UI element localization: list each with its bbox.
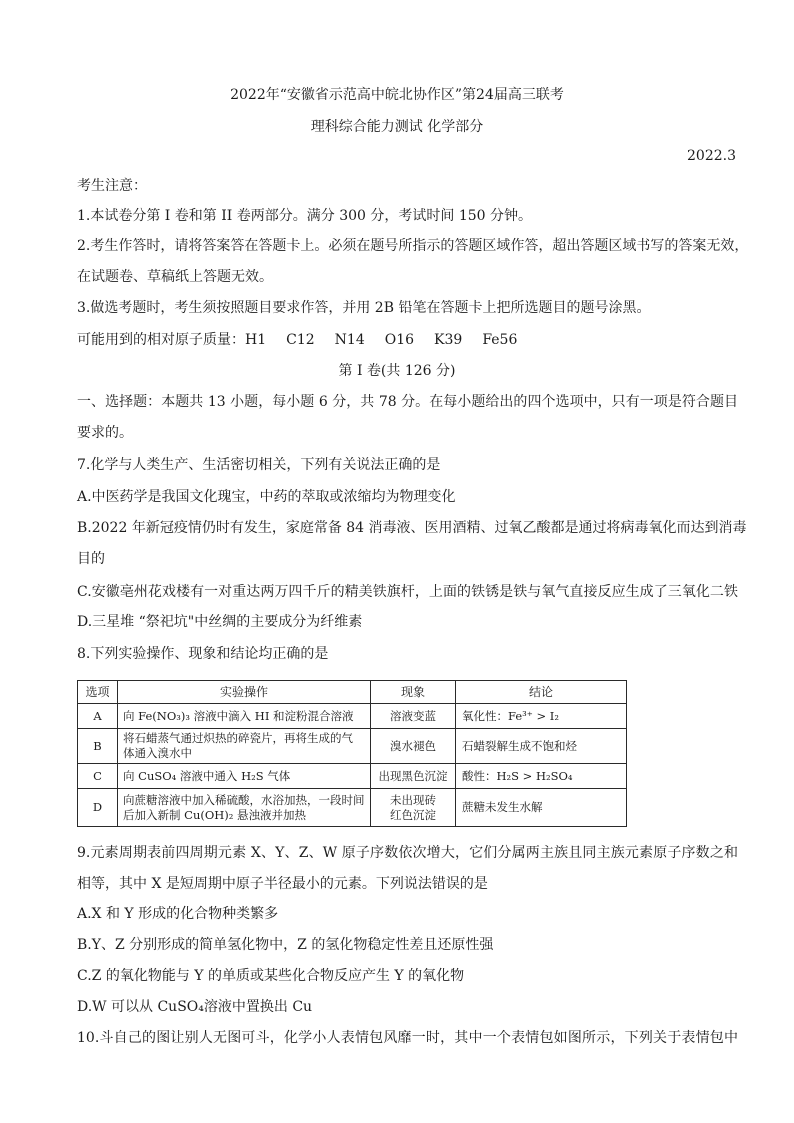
atomic-masses (77, 330, 517, 350)
table-cell-phenomenon (371, 789, 456, 827)
table-cell-operation (118, 729, 371, 764)
q8-stem: 8.下列实验操作、现象和结论均正确的是 (77, 646, 329, 662)
q10-stem: 10.斗自己的图让别人无图可斗，化学小人表情包风靡一时，其中一个表情包如图所示，下列关于表情包中 (77, 1030, 738, 1046)
q9-stem-line-1: 9.元素周期表前四周期元素 X、Y、Z、W 原子序数依次增大，它们分属两主族且同主族元素原子序数之和 (77, 845, 738, 861)
cell-line: 向 CuSO₄ 溶液中通入 H₂S 气体 (123, 768, 291, 783)
notice-item-2-line-1: 2.考生作答时，请将答案答在答题卡上。必须在题号所指示的答题区域作答，超出答题区域书写的答案无效， (77, 238, 749, 254)
table-row (78, 704, 627, 729)
cell-line: 将石蜡蒸气通过炽热的碎瓷片，再将生成的气 (123, 731, 353, 745)
q7-stem: 7.化学与人类生产、生活密切相关，下列有关说法正确的是 (77, 457, 441, 473)
table-cell-option: A (78, 704, 118, 729)
notice-item-1: 1.本试卷分第 I 卷和第 II 卷两部分。满分 300 分，考试时间 150 分钟。 (77, 208, 532, 224)
cell-line: 体通入溴水中 (123, 746, 192, 760)
table-cell-conclusion (456, 764, 627, 789)
table-cell-phenomenon (371, 704, 456, 729)
table-cell-operation (118, 789, 371, 827)
table-header-phenomenon: 现象 (371, 681, 456, 704)
cell-line: 蔗糖未发生水解 (462, 800, 543, 814)
q9-option-c: C.Z 的氧化物能与 Y 的单质或某些化合物反应产生 Y 的氧化物 (77, 968, 465, 984)
atomic-mass-value: Fe56 (482, 332, 518, 348)
q7-option-a: A.中医药学是我国文化瑰宝，中药的萃取或浓缩均为物理变化 (77, 489, 456, 505)
q7-option-b-line-2: 目的 (77, 551, 105, 567)
cell-line: 石蜡裂解生成不饱和烃 (462, 738, 577, 753)
q9-option-d: D.W 可以从 CuSO₄溶液中置换出 Cu (77, 999, 313, 1015)
exam-subtitle: 理科综合能力测试 化学部分 (310, 119, 484, 135)
cell-line: 酸性：H₂S > H₂SO₄ (462, 768, 573, 783)
exam-title: 2022年“安徽省示范高中皖北协作区”第24届高三联考 (230, 87, 564, 103)
table-cell-operation (118, 704, 371, 729)
q9-stem-line-2: 相等，其中 X 是短周期中原子半径最小的元素。下列说法错误的是 (77, 876, 488, 892)
exam-date: 2022.3 (687, 148, 736, 164)
table-cell-option: D (78, 789, 118, 827)
atomic-mass-value: N14 (334, 332, 365, 348)
part1-instruction-line-2: 要求的。 (77, 425, 133, 441)
q7-option-b-line-1: B.2022 年新冠疫情仍时有发生，家庭常备 84 消毒液、医用酒精、过氧乙酸都是通过将病毒氧化而达到消毒 (77, 520, 747, 536)
part1-title: 第 I 卷(共 126 分) (338, 363, 456, 379)
q7-option-d: D.三星堆 “祭祀坑"中丝绸的主要成分为纤维素 (77, 614, 363, 630)
atomic-masses-label: 可能用到的相对原子质量： (77, 332, 245, 348)
table-header-row (78, 681, 627, 704)
cell-line: 氧化性：Fe³⁺ > I₂ (462, 708, 559, 723)
part1-instruction-line-1: 一、选择题：本题共 13 小题，每小题 6 分，共 78 分。在每小题给出的四个选项中，只有一项是符合题目 (77, 394, 738, 410)
table-row (78, 729, 627, 764)
table-cell-option: C (78, 764, 118, 789)
table-cell-conclusion (456, 704, 627, 729)
table-cell-operation (118, 764, 371, 789)
table-row (78, 764, 627, 789)
table-cell-phenomenon (371, 729, 456, 764)
table-row (78, 789, 627, 827)
table-header-option: 选项 (78, 681, 118, 704)
table-cell-option: B (78, 729, 118, 764)
atomic-mass-value: O16 (384, 332, 415, 348)
q9-option-a: A.X 和 Y 形成的化合物种类繁多 (77, 906, 279, 922)
cell-line: 红色沉淀 (390, 807, 436, 822)
experiment-table (77, 680, 627, 827)
atomic-mass-value: H1 (245, 332, 267, 348)
notice-heading: 考生注意： (77, 178, 147, 194)
table-header-conclusion: 结论 (456, 681, 627, 704)
cell-line: 溶液变蓝 (390, 708, 436, 723)
notice-item-3: 3.做选考题时，考生须按照题目要求作答，并用 2B 铅笔在答题卡上把所选题目的题号涂黑。 (77, 300, 651, 316)
atomic-mass-value: C12 (286, 332, 315, 348)
cell-line: 向 Fe(NO₃)₃ 溶液中滴入 HI 和淀粉混合溶液 (123, 708, 354, 723)
q9-option-b: B.Y、Z 分别形成的简单氢化物中，Z 的氢化物稳定性差且还原性强 (77, 937, 494, 953)
cell-line: 后加入新制 Cu(OH)₂ 悬浊液并加热 (123, 807, 307, 822)
cell-line: 未出现砖 (390, 792, 436, 807)
cell-line: 出现黑色沉淀 (378, 768, 448, 783)
table-cell-conclusion (456, 789, 627, 827)
notice-item-2-line-2: 在试题卷、草稿纸上答题无效。 (77, 269, 273, 285)
cell-line: 向蔗糖溶液中加入稀硫酸，水浴加热，一段时间 (123, 792, 365, 807)
q7-option-c: C.安徽亳州花戏楼有一对重达两万四千斤的精美铁旗杆，上面的铁锈是铁与氧气直接反应生成了三氧化二铁 (77, 584, 738, 600)
table-cell-phenomenon (371, 764, 456, 789)
cell-line: 溴水褪色 (390, 738, 436, 753)
table-cell-conclusion (456, 729, 627, 764)
atomic-mass-value: K39 (434, 332, 463, 348)
table-header-operation: 实验操作 (118, 681, 371, 704)
